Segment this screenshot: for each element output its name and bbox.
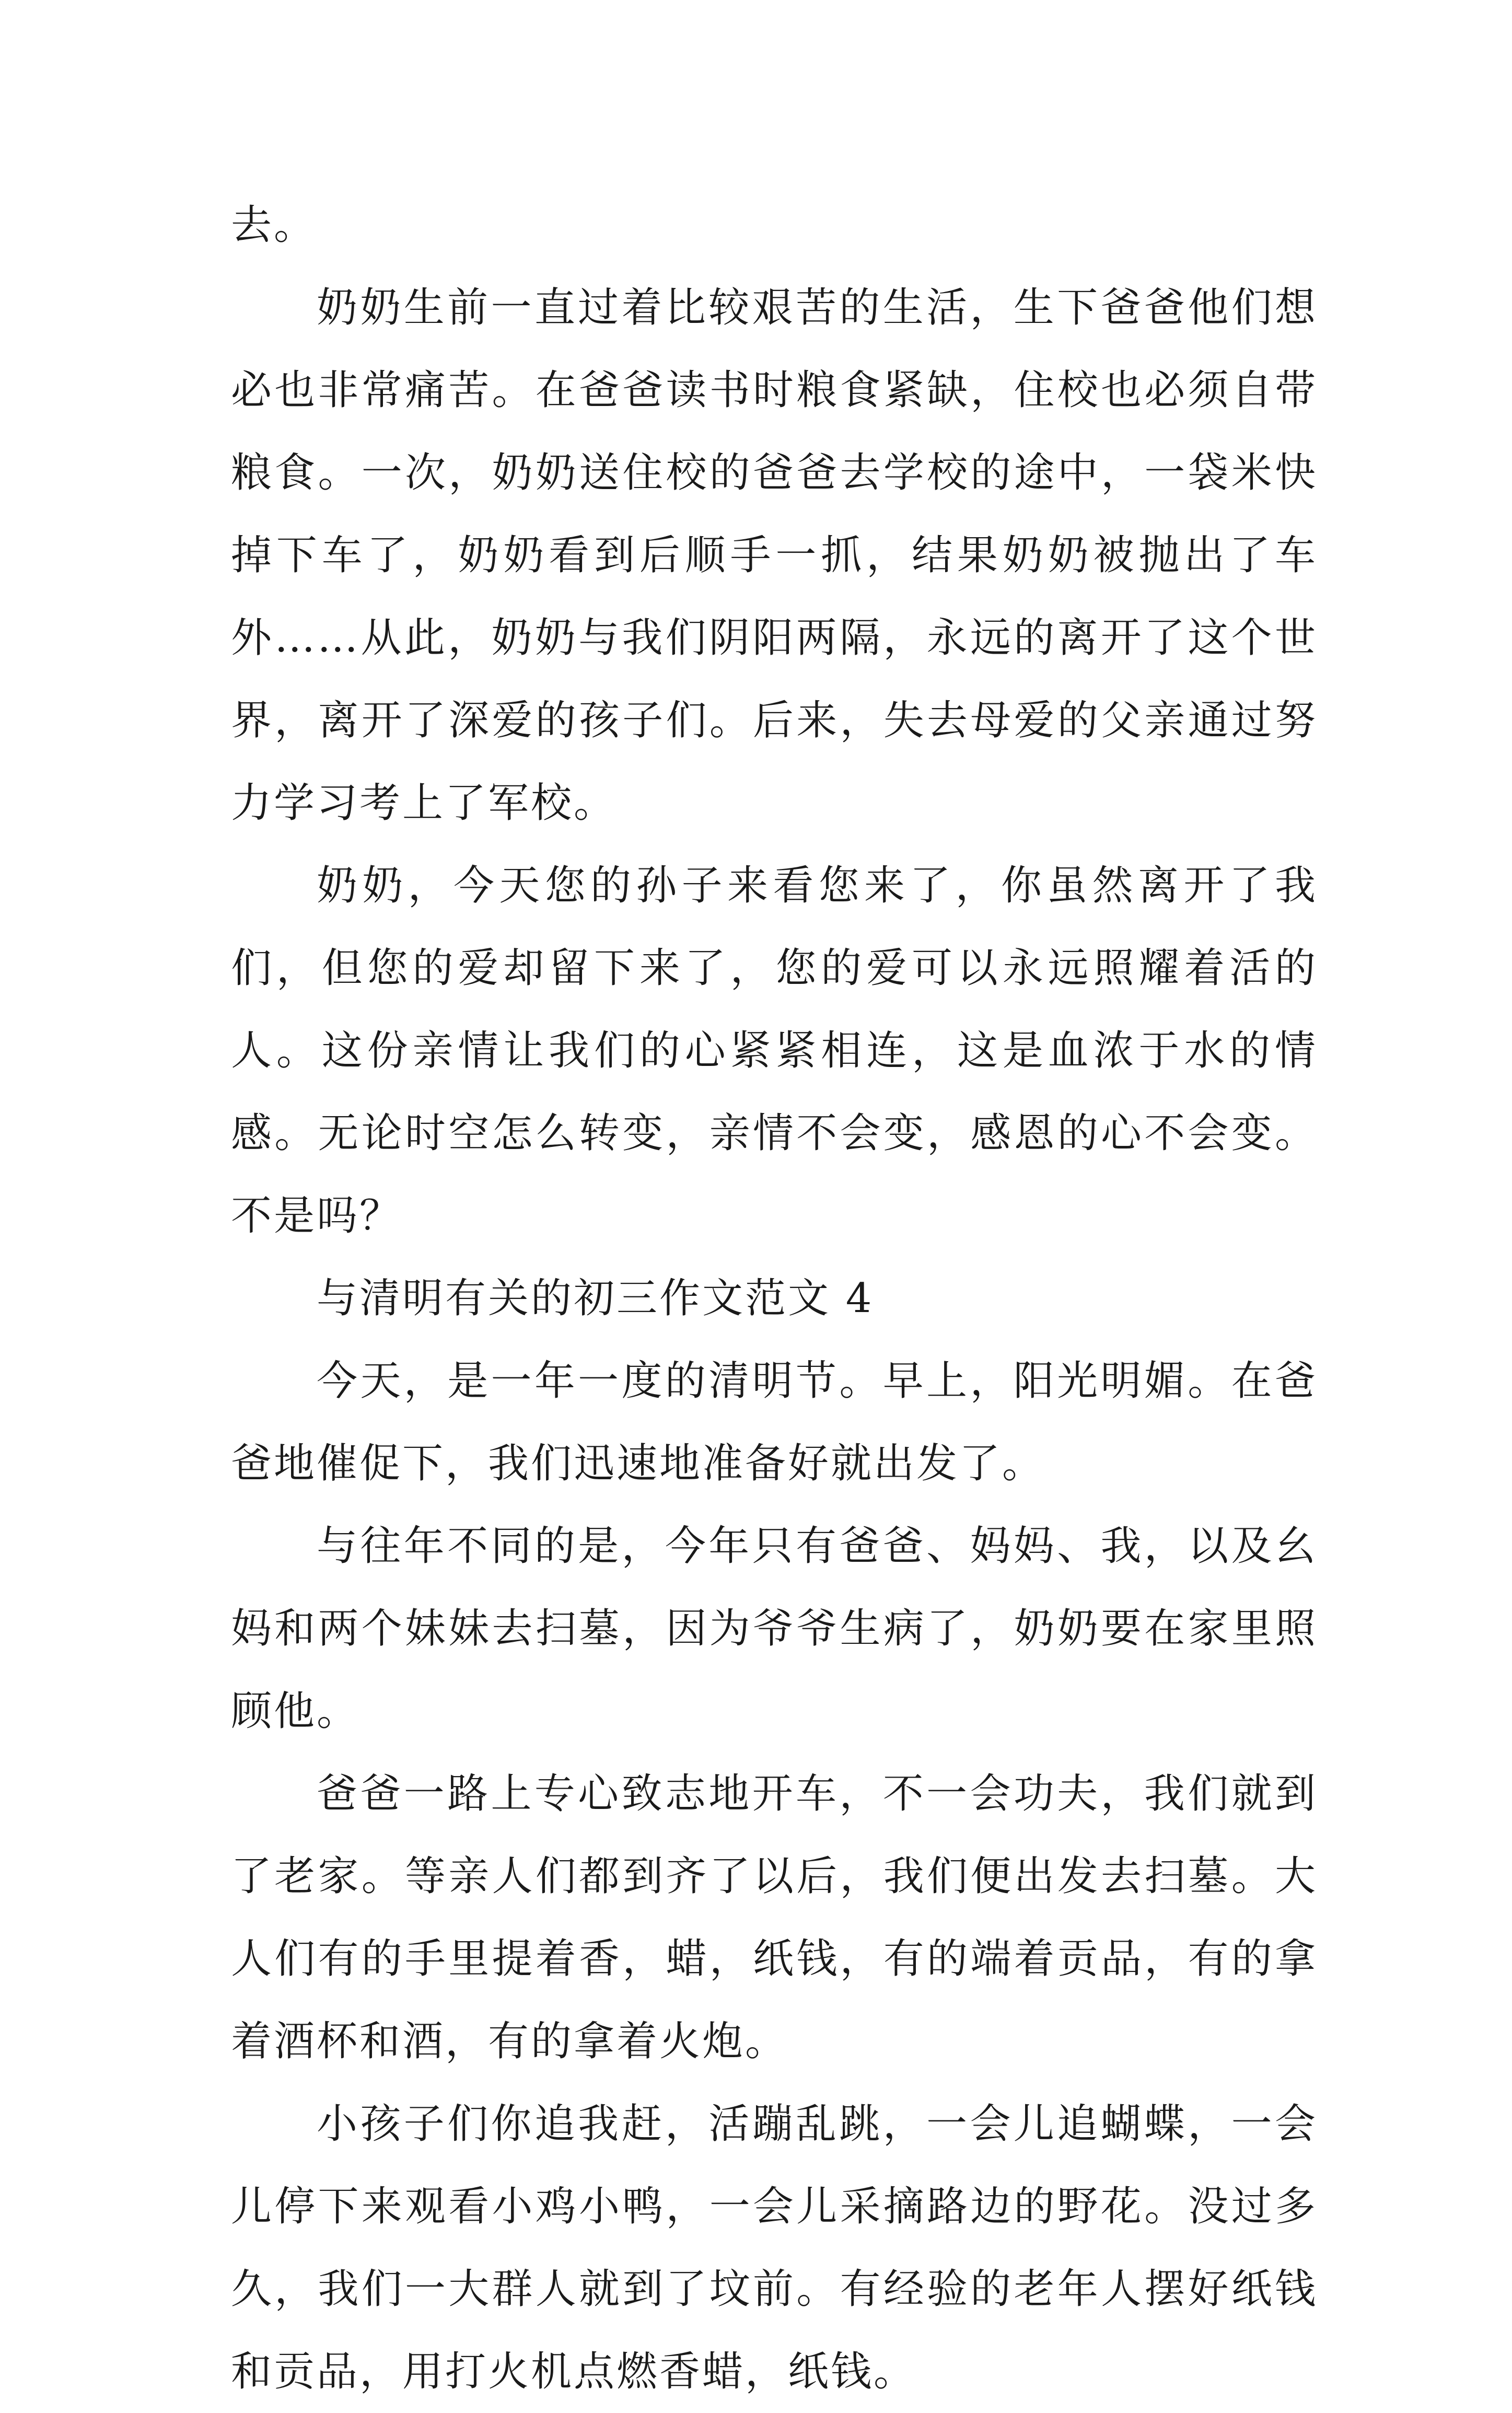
paragraph-4: 今天，是一年一度的清明节。早上，阳光明媚。在爸爸地催促下，我们迅速地准备好就出发了。 [231,1358,1318,1487]
paragraph-2: 奶奶生前一直过着比较艰苦的生活，生下爸爸他们想必也非常痛苦。在爸爸读书时粮食紧缺，住校也必须自带粮食。一次，奶奶送住校的爸爸去学校的途中，一袋米快掉下车了，奶奶看到后顺手一抓，结果奶奶被抛出了车外……从此，奶奶与我们阴阳两隔，永远的离开了这个世界，离开了深爱的孩子们。后来，失去母爱的父亲通过努力学习考上了军校。 [231,284,1318,827]
document-body [231,184,1318,2413]
paragraph-3: 奶奶，今天您的孙子来看您来了，你虽然离开了我们，但您的爱却留下来了，您的爱可以永远照耀着活的人。这份亲情让我们的心紧紧相连，这是血浓于水的情感。无论时空怎么转变，亲情不会变，感恩的心不会变。不是吗？ [231,862,1318,1239]
paragraph-6: 爸爸一路上专心致志地开车，不一会功夫，我们就到了老家。等亲人们都到齐了以后，我们便出发去扫墓。大人们有的手里提着香，蜡，纸钱，有的端着贡品，有的拿着酒杯和酒，有的拿着火炮。 [231,1770,1318,2065]
paragraph-1: 去。 [231,202,317,249]
paragraph-7: 小孩子们你追我赶，活蹦乱跳，一会儿追蝴蝶，一会儿停下来观看小鸡小鸭，一会儿采摘路边的野花。没过多久，我们一大群人就到了坟前。有经验的老年人摆好纸钱和贡品，用打火机点燃香蜡，纸钱。 [231,2101,1318,2395]
section-heading: 与清明有关的初三作文范文 4 [317,1275,874,1322]
paragraph-5: 与往年不同的是，今年只有爸爸、妈妈、我，以及幺妈和两个妹妹去扫墓，因为爷爷生病了，奶奶要在家里照顾他。 [231,1523,1318,1735]
